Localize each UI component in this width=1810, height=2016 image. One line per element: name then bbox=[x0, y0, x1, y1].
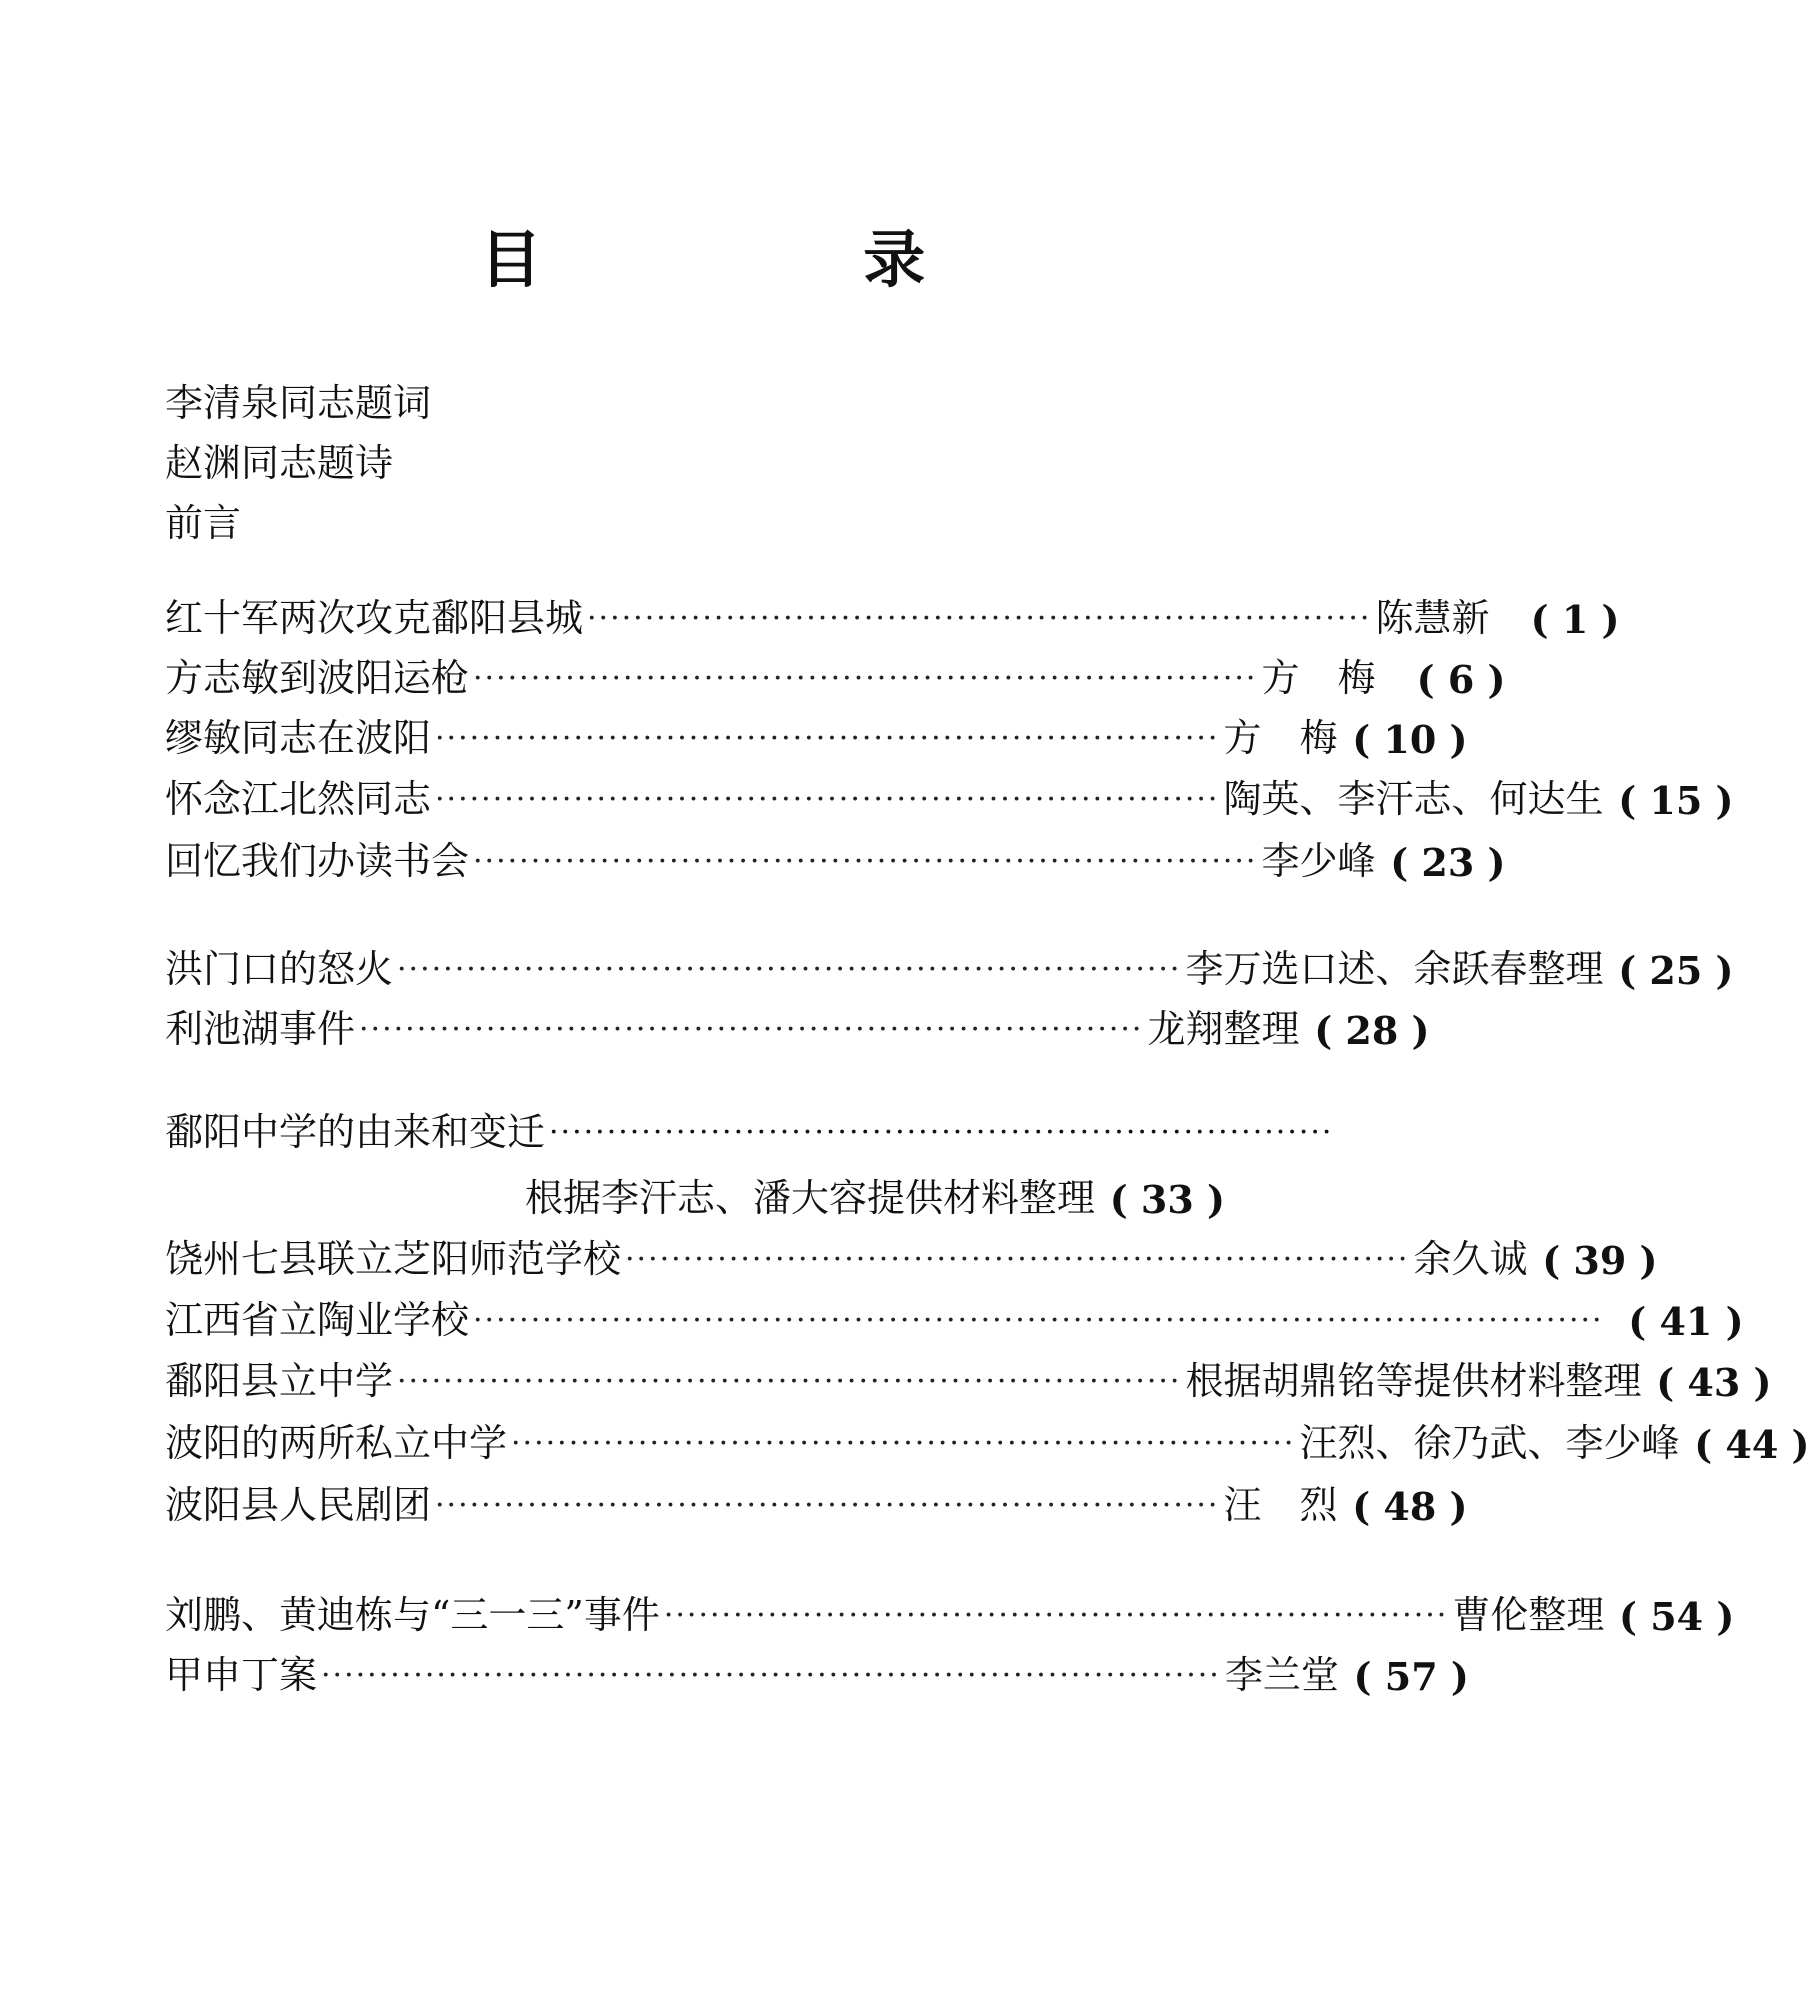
toc-entry[interactable] bbox=[165, 712, 1468, 762]
entry-page: ( 41 ) bbox=[1628, 1299, 1744, 1344]
leader-dots: ···································································· bbox=[511, 1426, 1296, 1461]
toc-entry[interactable] bbox=[165, 1294, 1744, 1344]
entry-author: 根据李汗志、潘大容提供材料整理 bbox=[524, 1176, 1095, 1220]
entry-author: 汪烈、徐乃武、李少峰 bbox=[1299, 1421, 1680, 1465]
entry-title: 鄱阳中学的由来和变迁 bbox=[165, 1110, 546, 1154]
leader-dots: ···································································· bbox=[625, 1242, 1410, 1277]
toc-entry[interactable] bbox=[165, 943, 1734, 993]
leader-dots: ···································································· bbox=[473, 844, 1258, 879]
entry-title: 方志敏到波阳运枪 bbox=[165, 656, 470, 700]
entry-page: ( 1 ) bbox=[1530, 597, 1620, 642]
entry-title: 江西省立陶业学校 bbox=[165, 1298, 470, 1342]
entry-page: ( 54 ) bbox=[1619, 1594, 1735, 1639]
entry-page: ( 25 ) bbox=[1618, 948, 1734, 993]
leader-dots: ···································································· bbox=[663, 1598, 1449, 1633]
entry-author: 陈慧新 bbox=[1375, 596, 1490, 640]
entry-page: ( 6 ) bbox=[1416, 657, 1506, 702]
entry-author: 李兰堂 bbox=[1224, 1653, 1339, 1697]
entry-title: 怀念江北然同志 bbox=[165, 777, 432, 821]
entry-title: 缪敏同志在波阳 bbox=[165, 716, 432, 760]
leader-dots: ···································································· bbox=[397, 1364, 1182, 1399]
entry-title: 刘鹏、黄迪栋与“三一三”事件 bbox=[165, 1593, 660, 1637]
leader-dots: ···································································· bbox=[435, 782, 1220, 817]
toc-entry[interactable] bbox=[165, 1355, 1772, 1405]
entry-author: 方 梅 bbox=[1261, 656, 1376, 700]
entry-title: 红十军两次攻克鄱阳县城 bbox=[165, 596, 584, 640]
leader-dots: ·································································································· bbox=[473, 1303, 1604, 1338]
entry-author: 根据胡鼎铭等提供材料整理 bbox=[1185, 1359, 1642, 1403]
entry-author: 汪 烈 bbox=[1223, 1483, 1338, 1527]
entry-title: 波阳的两所私立中学 bbox=[165, 1421, 508, 1465]
entry-page: ( 10 ) bbox=[1352, 717, 1468, 762]
entry-title: 回忆我们办读书会 bbox=[165, 839, 470, 883]
leader-dots: ···································································· bbox=[549, 1115, 1334, 1150]
entry-page: ( 33 ) bbox=[1109, 1177, 1225, 1222]
page-title: 目 录 bbox=[479, 223, 1076, 296]
entry-author: 陶英、李汗志、何达生 bbox=[1223, 777, 1604, 821]
toc-entry[interactable] bbox=[165, 773, 1734, 823]
toc-entry[interactable] bbox=[165, 652, 1506, 702]
toc-entry[interactable] bbox=[165, 1649, 1469, 1699]
toc-entry[interactable] bbox=[165, 835, 1506, 885]
entry-author: 曹伦整理 bbox=[1452, 1593, 1605, 1637]
entry-title: 甲申丁案 bbox=[165, 1653, 318, 1697]
entry-title: 洪门口的怒火 bbox=[165, 947, 394, 991]
entry-page: ( 43 ) bbox=[1656, 1360, 1772, 1405]
entry-page: ( 23 ) bbox=[1390, 840, 1506, 885]
entry-page: ( 44 ) bbox=[1694, 1422, 1810, 1467]
entry-page: ( 28 ) bbox=[1314, 1008, 1430, 1053]
entry-author: 李万选口述、余跃春整理 bbox=[1185, 947, 1604, 991]
leader-dots: ···································································· bbox=[473, 661, 1258, 696]
entry-author: 李少峰 bbox=[1261, 839, 1376, 883]
toc-entry[interactable] bbox=[165, 1233, 1658, 1283]
entry-title: 饶州七县联立芝阳师范学校 bbox=[165, 1237, 622, 1281]
front-item: 李清泉同志题词 bbox=[165, 381, 432, 425]
entry-page: ( 15 ) bbox=[1618, 778, 1734, 823]
entry-page: ( 57 ) bbox=[1353, 1654, 1469, 1699]
toc-entry[interactable] bbox=[165, 1479, 1468, 1529]
entry-title: 波阳县人民剧团 bbox=[165, 1483, 432, 1527]
toc-entry-title-line[interactable] bbox=[165, 1106, 1334, 1156]
toc-entry[interactable] bbox=[165, 592, 1620, 642]
entry-title: 鄱阳县立中学 bbox=[165, 1359, 394, 1403]
entry-author: 方 梅 bbox=[1223, 716, 1338, 760]
entry-page: ( 48 ) bbox=[1352, 1484, 1468, 1529]
entry-author: 余久诚 bbox=[1413, 1237, 1528, 1281]
toc-entry[interactable] bbox=[165, 1417, 1810, 1467]
leader-dots: ···································································· bbox=[435, 1488, 1220, 1523]
toc-entry-author-line[interactable] bbox=[165, 1172, 1225, 1222]
leader-dots: ···································································· bbox=[359, 1012, 1144, 1047]
front-item: 赵渊同志题诗 bbox=[165, 441, 394, 485]
leader-dots: ···································································· bbox=[435, 721, 1220, 756]
leader-dots: ···································································· bbox=[587, 601, 1372, 636]
leader-dots: ···································································· bbox=[397, 952, 1182, 987]
toc-entry[interactable] bbox=[165, 1589, 1735, 1639]
toc-entry[interactable] bbox=[165, 1003, 1430, 1053]
leader-dots: ·············································································· bbox=[321, 1658, 1221, 1693]
entry-author: 龙翔整理 bbox=[1147, 1007, 1300, 1051]
entry-title: 利池湖事件 bbox=[165, 1007, 356, 1051]
front-item: 前言 bbox=[165, 501, 242, 545]
entry-page: ( 39 ) bbox=[1542, 1238, 1658, 1283]
